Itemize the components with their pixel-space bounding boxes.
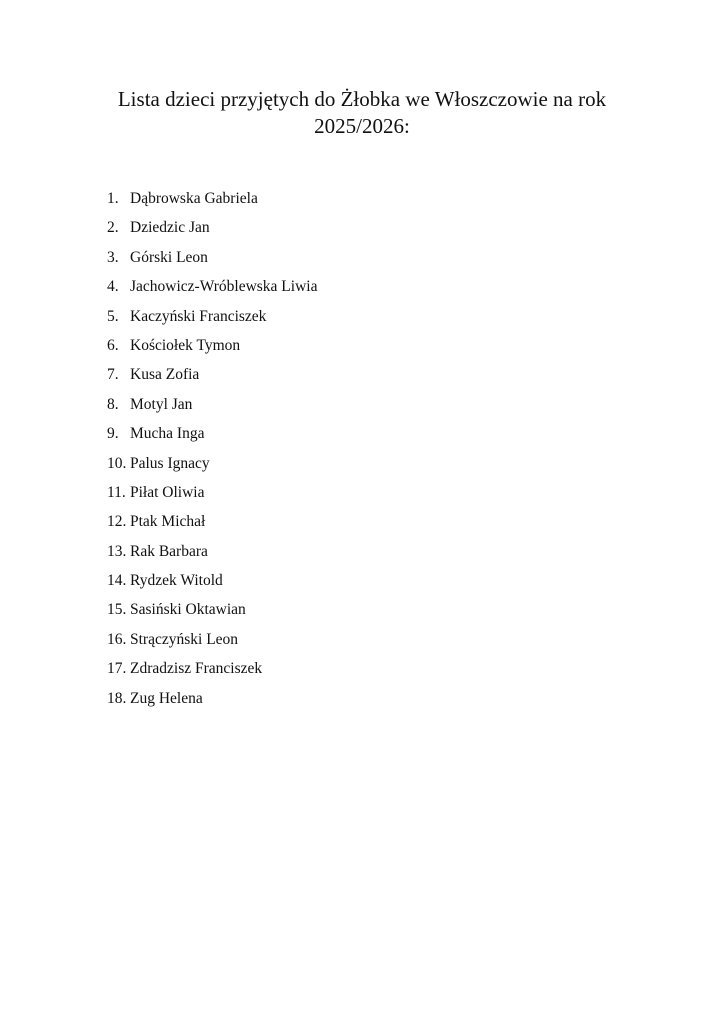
list-item-name: Jachowicz-Wróblewska Liwia: [130, 278, 318, 296]
list-item-name: Ptak Michał: [130, 513, 206, 531]
document-title: [60, 86, 664, 140]
list-item: [107, 684, 317, 713]
list-item-name: Strączyński Leon: [130, 630, 239, 648]
list-item-number: 12.: [107, 513, 127, 531]
list-item-name: Rydzek Witold: [130, 572, 223, 590]
list-item: [107, 478, 317, 507]
list-item-number: 3.: [107, 248, 119, 266]
list-item: [107, 595, 317, 624]
list-item: [107, 331, 317, 360]
list-item-name: Górski Leon: [130, 248, 208, 266]
list-item: [107, 302, 317, 331]
list-item-number: 5.: [107, 307, 119, 325]
list-item-number: 11.: [107, 483, 126, 501]
list-item: [107, 390, 317, 419]
list-item-number: 2.: [107, 219, 119, 237]
list-item: [107, 213, 317, 242]
list-item: [107, 566, 317, 595]
list-item-name: Zdradzisz Franciszek: [130, 660, 263, 678]
list-item-name: Dąbrowska Gabriela: [130, 190, 258, 207]
list-item: [107, 360, 317, 389]
list-item: [107, 184, 317, 213]
list-item-name: Zug Helena: [130, 689, 203, 707]
list-item: [107, 449, 317, 478]
children-list: [107, 184, 317, 713]
list-item-number: 10.: [107, 454, 127, 472]
list-item-number: 7.: [107, 366, 119, 384]
list-item: [107, 419, 317, 448]
list-item-name: Kaczyński Franciszek: [130, 307, 267, 325]
list-item-name: Piłat Oliwia: [130, 483, 205, 501]
title-line-2: 2025/2026:: [314, 114, 410, 138]
list-item-number: 16.: [107, 630, 127, 648]
list-item: [107, 625, 317, 654]
list-item: [107, 243, 317, 272]
list-item: [107, 507, 317, 536]
list-item-name: Rak Barbara: [130, 542, 208, 560]
list-item-number: 13.: [107, 542, 127, 560]
list-item-number: 9.: [107, 425, 119, 443]
list-item-name: Motyl Jan: [130, 395, 193, 413]
list-item-number: 4.: [107, 278, 119, 296]
list-item: [107, 537, 317, 566]
list-item-number: 18.: [107, 689, 127, 707]
list-item-name: Sasiński Oktawian: [130, 601, 246, 619]
list-item: [107, 654, 317, 683]
list-item-name: Kościołek Tymon: [130, 336, 241, 354]
list-item-number: 17.: [107, 660, 127, 678]
title-line-1: Lista dzieci przyjętych do Żłobka we Włoszczowie na rok: [117, 87, 607, 111]
list-item-name: Dziedzic Jan: [130, 219, 210, 237]
list-item-number: 6.: [107, 336, 119, 354]
list-item: [107, 272, 317, 301]
list-item-name: Palus Ignacy: [130, 454, 210, 472]
list-item-number: 15.: [107, 601, 127, 619]
list-item-number: 14.: [107, 572, 127, 590]
list-item-name: Mucha Inga: [130, 425, 205, 443]
list-item-number: 1.: [107, 190, 119, 207]
list-item-name: Kusa Zofia: [130, 366, 200, 384]
list-item-number: 8.: [107, 395, 119, 413]
